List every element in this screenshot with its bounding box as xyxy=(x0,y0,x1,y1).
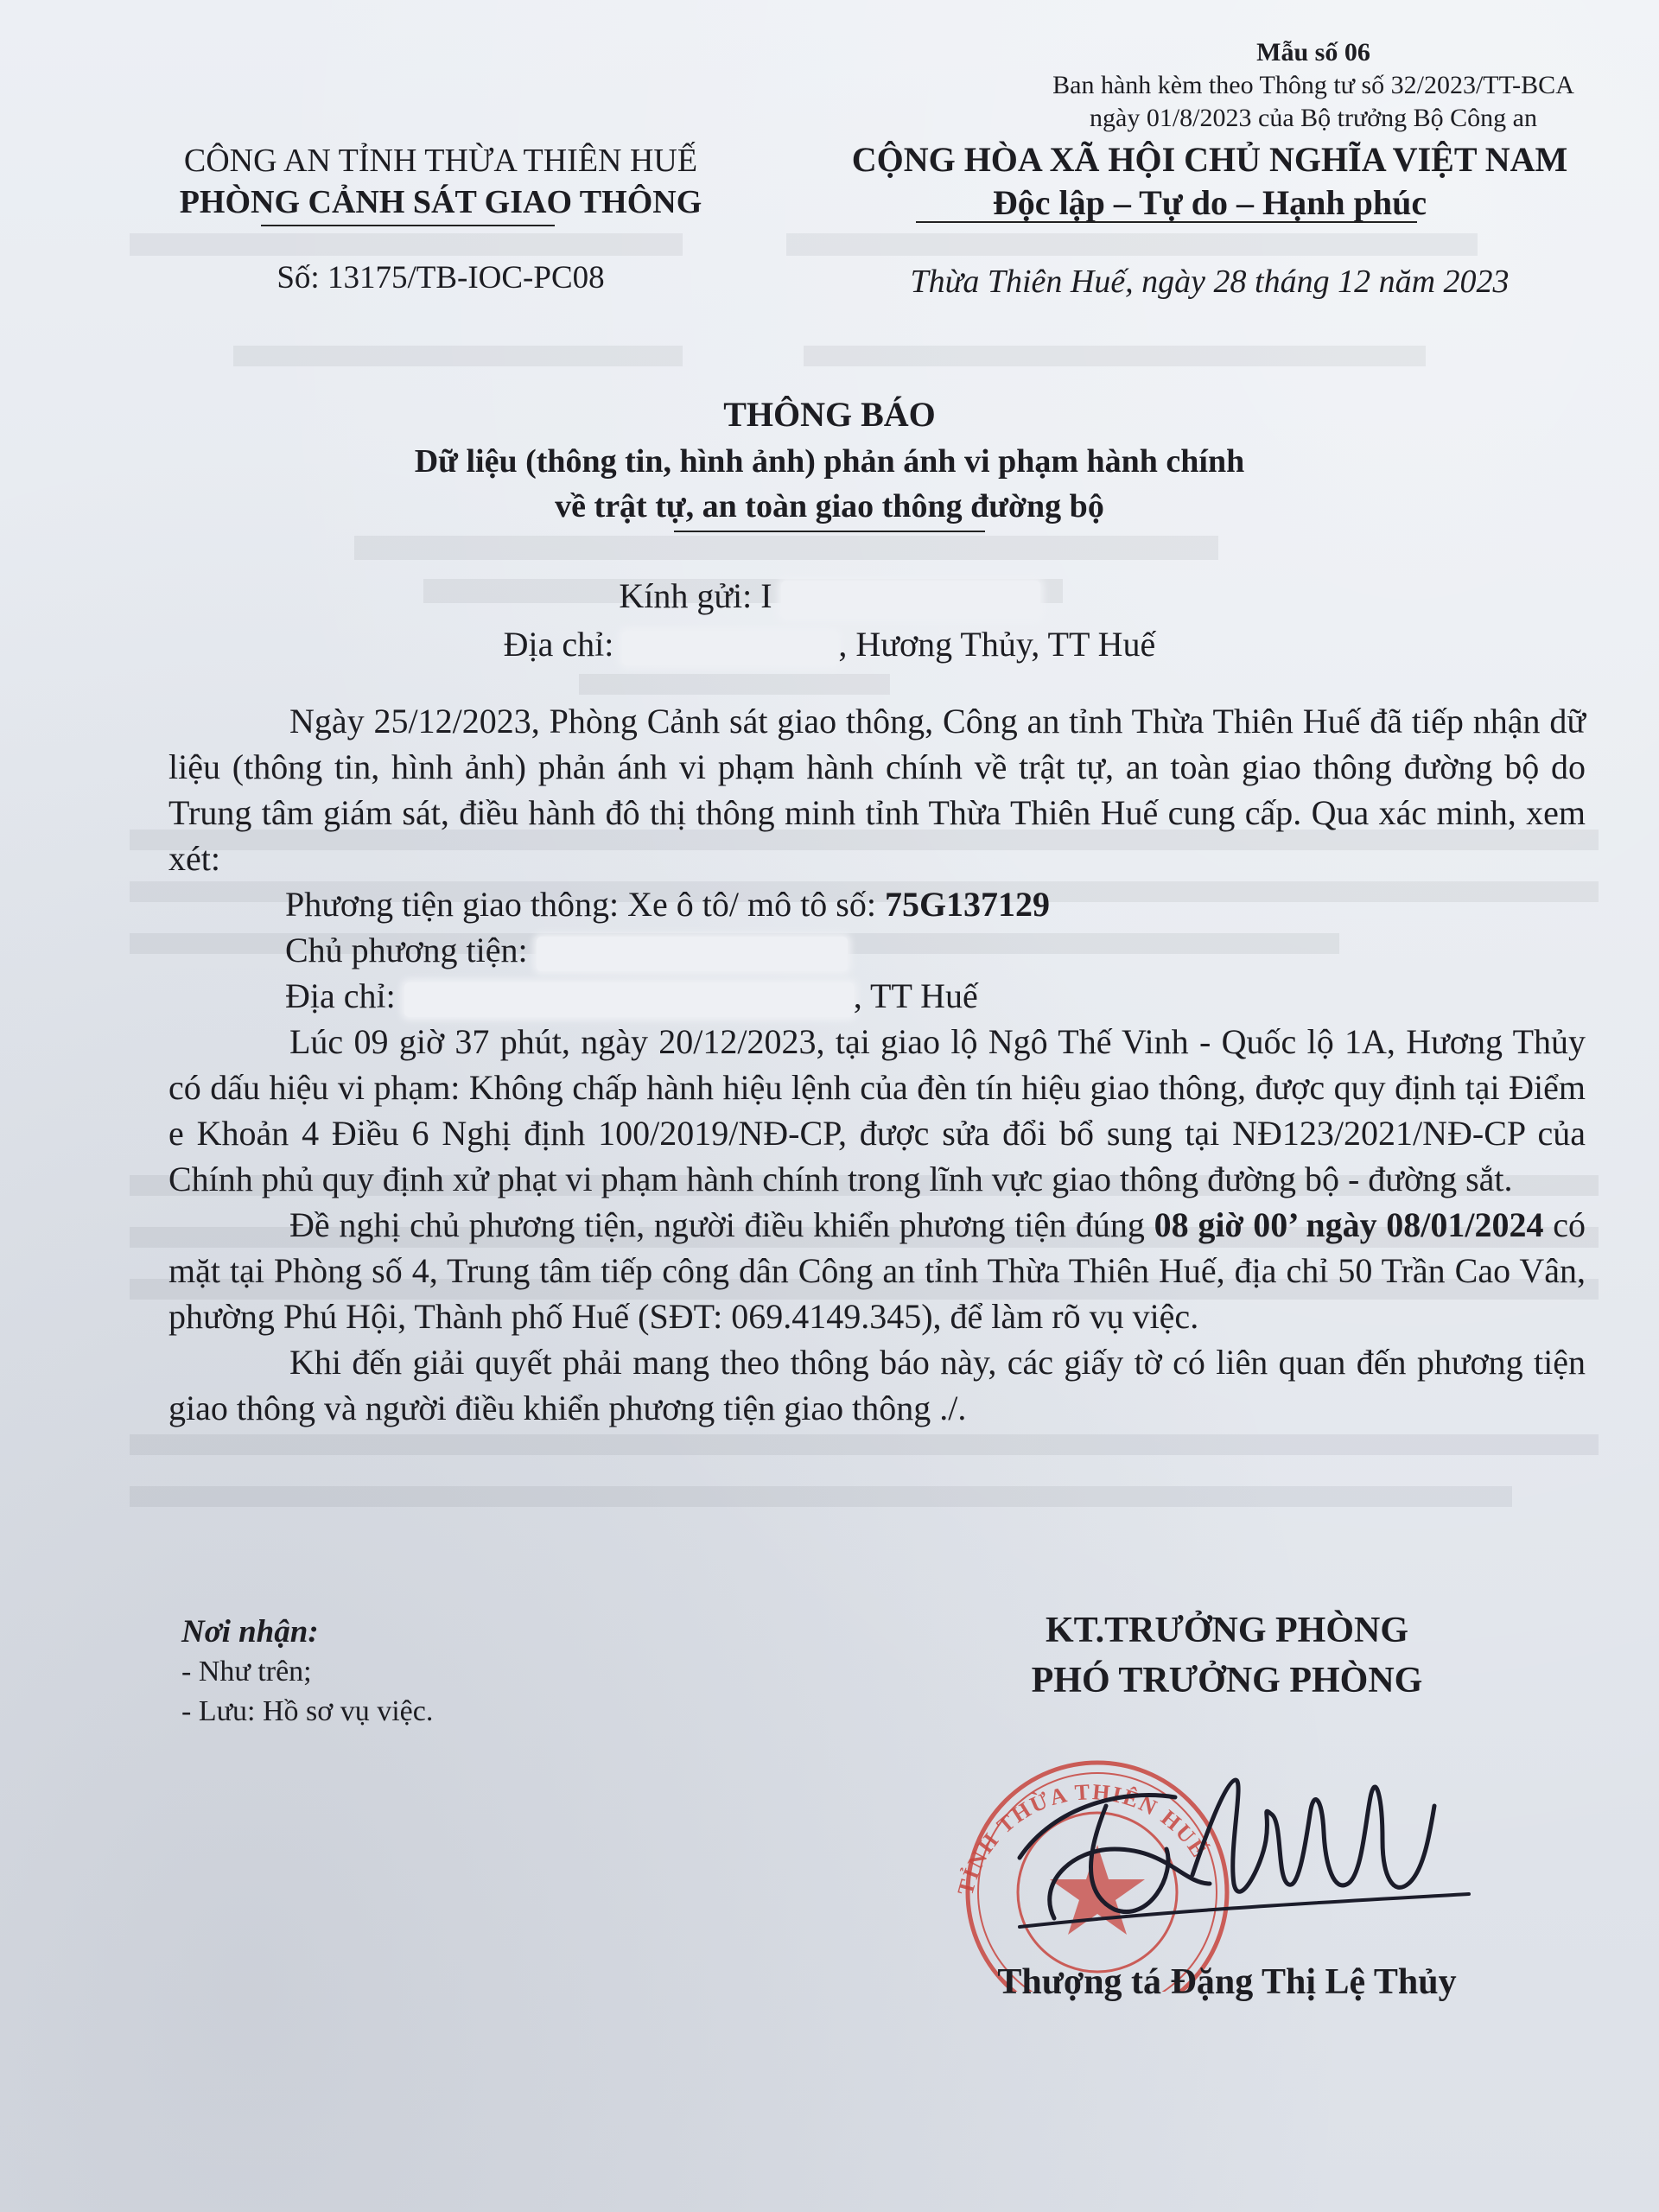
document-title: THÔNG BÁO xyxy=(723,395,936,434)
paragraph-closing: Khi đến giải quyết phải mang theo thông báo này, các giấy tờ có liên quan đến phương tiện giao thông và người điều khiển phương tiện giao thông ./. xyxy=(168,1343,1586,1427)
vehicle-label: Phương tiện giao thông: Xe ô tô/ mô tô số: xyxy=(285,885,885,924)
document-subtitle xyxy=(0,439,1659,529)
form-reference xyxy=(968,36,1659,135)
handwritten-signature xyxy=(1002,1745,1486,1953)
owner-address-line xyxy=(168,973,1586,1019)
document-body xyxy=(168,698,1586,1431)
receiver-item: - Lưu: Hồ sơ vụ việc. xyxy=(181,1695,434,1727)
subtitle-line1: Dữ liệu (thông tin, hình ảnh) phản ánh vi phạm hành chính xyxy=(414,443,1245,480)
signature-title-line2: PHÓ TRƯỞNG PHÒNG xyxy=(1031,1661,1423,1700)
subtitle-line2: về trật tự, an toàn giao thông đường bộ xyxy=(555,488,1104,524)
request-text-a: Đề nghị chủ phương tiện, người điều khiển phương tiện đúng xyxy=(289,1205,1154,1244)
vehicle-plate: 75G137129 xyxy=(884,885,1051,924)
recipient-block xyxy=(0,572,1659,669)
redacted-owner-address xyxy=(404,982,854,1017)
document-number: Số: 13175/TB-IOC-PC08 xyxy=(276,260,605,296)
signature-title-line1: KT.TRƯỞNG PHÒNG xyxy=(1046,1611,1408,1650)
receiver-item: - Như trên; xyxy=(181,1656,312,1688)
seal-text: TỈNH THỪA THIÊN HUẾ xyxy=(952,1779,1213,1898)
paragraph-violation: Lúc 09 giờ 37 phút, ngày 20/12/2023, tại giao lộ Ngô Thế Vinh - Quốc lộ 1A, Hương Thủy có dấu hiệu vi phạm: Không chấp hành hiệu lệnh của đèn tín hiệu giao thông, được quy định tại Điểm e Khoản 4 Điều 6 Nghị định 100/2019/NĐ-CP, được sửa đổi bổ sung tại NĐ123/2021/NĐ-CP của Chính phủ quy định xử phạt vi phạm hành chính trong lĩnh vực giao thông đường bộ - đường sắt. xyxy=(168,1022,1586,1198)
request-text-b: có mặt tại Phòng số 4, Trung tâm tiếp công dân Công an tỉnh Thừa Thiên Huế, địa chỉ 50 Trần Cao Vân, phường Phú Hội, Thành phố Huế (SĐT: 069.4149.345), để làm rõ vụ việc. xyxy=(168,1205,1586,1336)
agency-name: PHÒNG CẢNH SÁT GIAO THÔNG xyxy=(179,184,702,220)
form-reference-line2: ngày 01/8/2023 của Bộ trưởng Bộ Công an xyxy=(1090,104,1537,132)
appointment-time: 08 giờ 00’ ngày 08/01/2024 xyxy=(1154,1205,1544,1244)
nation-name: CỘNG HÒA XÃ HỘI CHỦ NGHĨA VIỆT NAM xyxy=(851,140,1568,179)
owner-address-visible: , TT Huế xyxy=(853,976,978,1015)
form-reference-line1: Ban hành kèm theo Thông tư số 32/2023/TT-BCA xyxy=(1052,71,1574,99)
redacted-name xyxy=(781,581,1040,619)
paragraph-intake: Ngày 25/12/2023, Phòng Cảnh sát giao thông, Công an tỉnh Thừa Thiên Huế đã tiếp nhận dữ liệu (thông tin, hình ảnh) phản ánh vi phạm hành chính về trật tự, an toàn giao thông đường bộ do Trung tâm giám sát, điều hành đô thị thông minh tỉnh Thừa Thiên Huế cung cấp. Qua xác minh, xem xét: xyxy=(168,702,1586,878)
recipient-to xyxy=(0,572,1659,620)
owner-address-label: Địa chỉ: xyxy=(285,976,396,1015)
place-and-date: Thừa Thiên Huế, ngày 28 tháng 12 năm 2023 xyxy=(910,264,1510,300)
recipient-address-visible: , Hương Thủy, TT Huế xyxy=(838,625,1156,664)
owner-label: Chủ phương tiện: xyxy=(285,931,528,969)
motto-underline xyxy=(916,221,1417,223)
redacted-owner xyxy=(537,937,848,971)
issuing-agency xyxy=(130,140,752,223)
recipient-address xyxy=(0,620,1659,669)
agency-underline xyxy=(261,225,555,226)
title-underline xyxy=(674,531,985,532)
receivers-heading: Nơi nhận: xyxy=(181,1614,319,1649)
owner-line xyxy=(168,927,1586,973)
agency-parent: CÔNG AN TỈNH THỪA THIÊN HUẾ xyxy=(183,143,698,179)
redacted-address xyxy=(622,631,838,665)
paragraph-request xyxy=(168,1202,1586,1339)
nation-motto: Độc lập – Tự do – Hạnh phúc xyxy=(992,183,1427,222)
recipient-address-label: Địa chỉ: xyxy=(503,625,614,664)
form-number: Mẫu số 06 xyxy=(1256,38,1370,67)
vehicle-line xyxy=(168,881,1586,927)
recipient-to-label: Kính gửi: I xyxy=(619,576,772,615)
receivers-block xyxy=(181,1612,433,1732)
signature-title xyxy=(925,1605,1529,1706)
signer-name: Thượng tá Đặng Thị Lệ Thủy xyxy=(997,1962,1457,2002)
national-header xyxy=(760,138,1659,225)
